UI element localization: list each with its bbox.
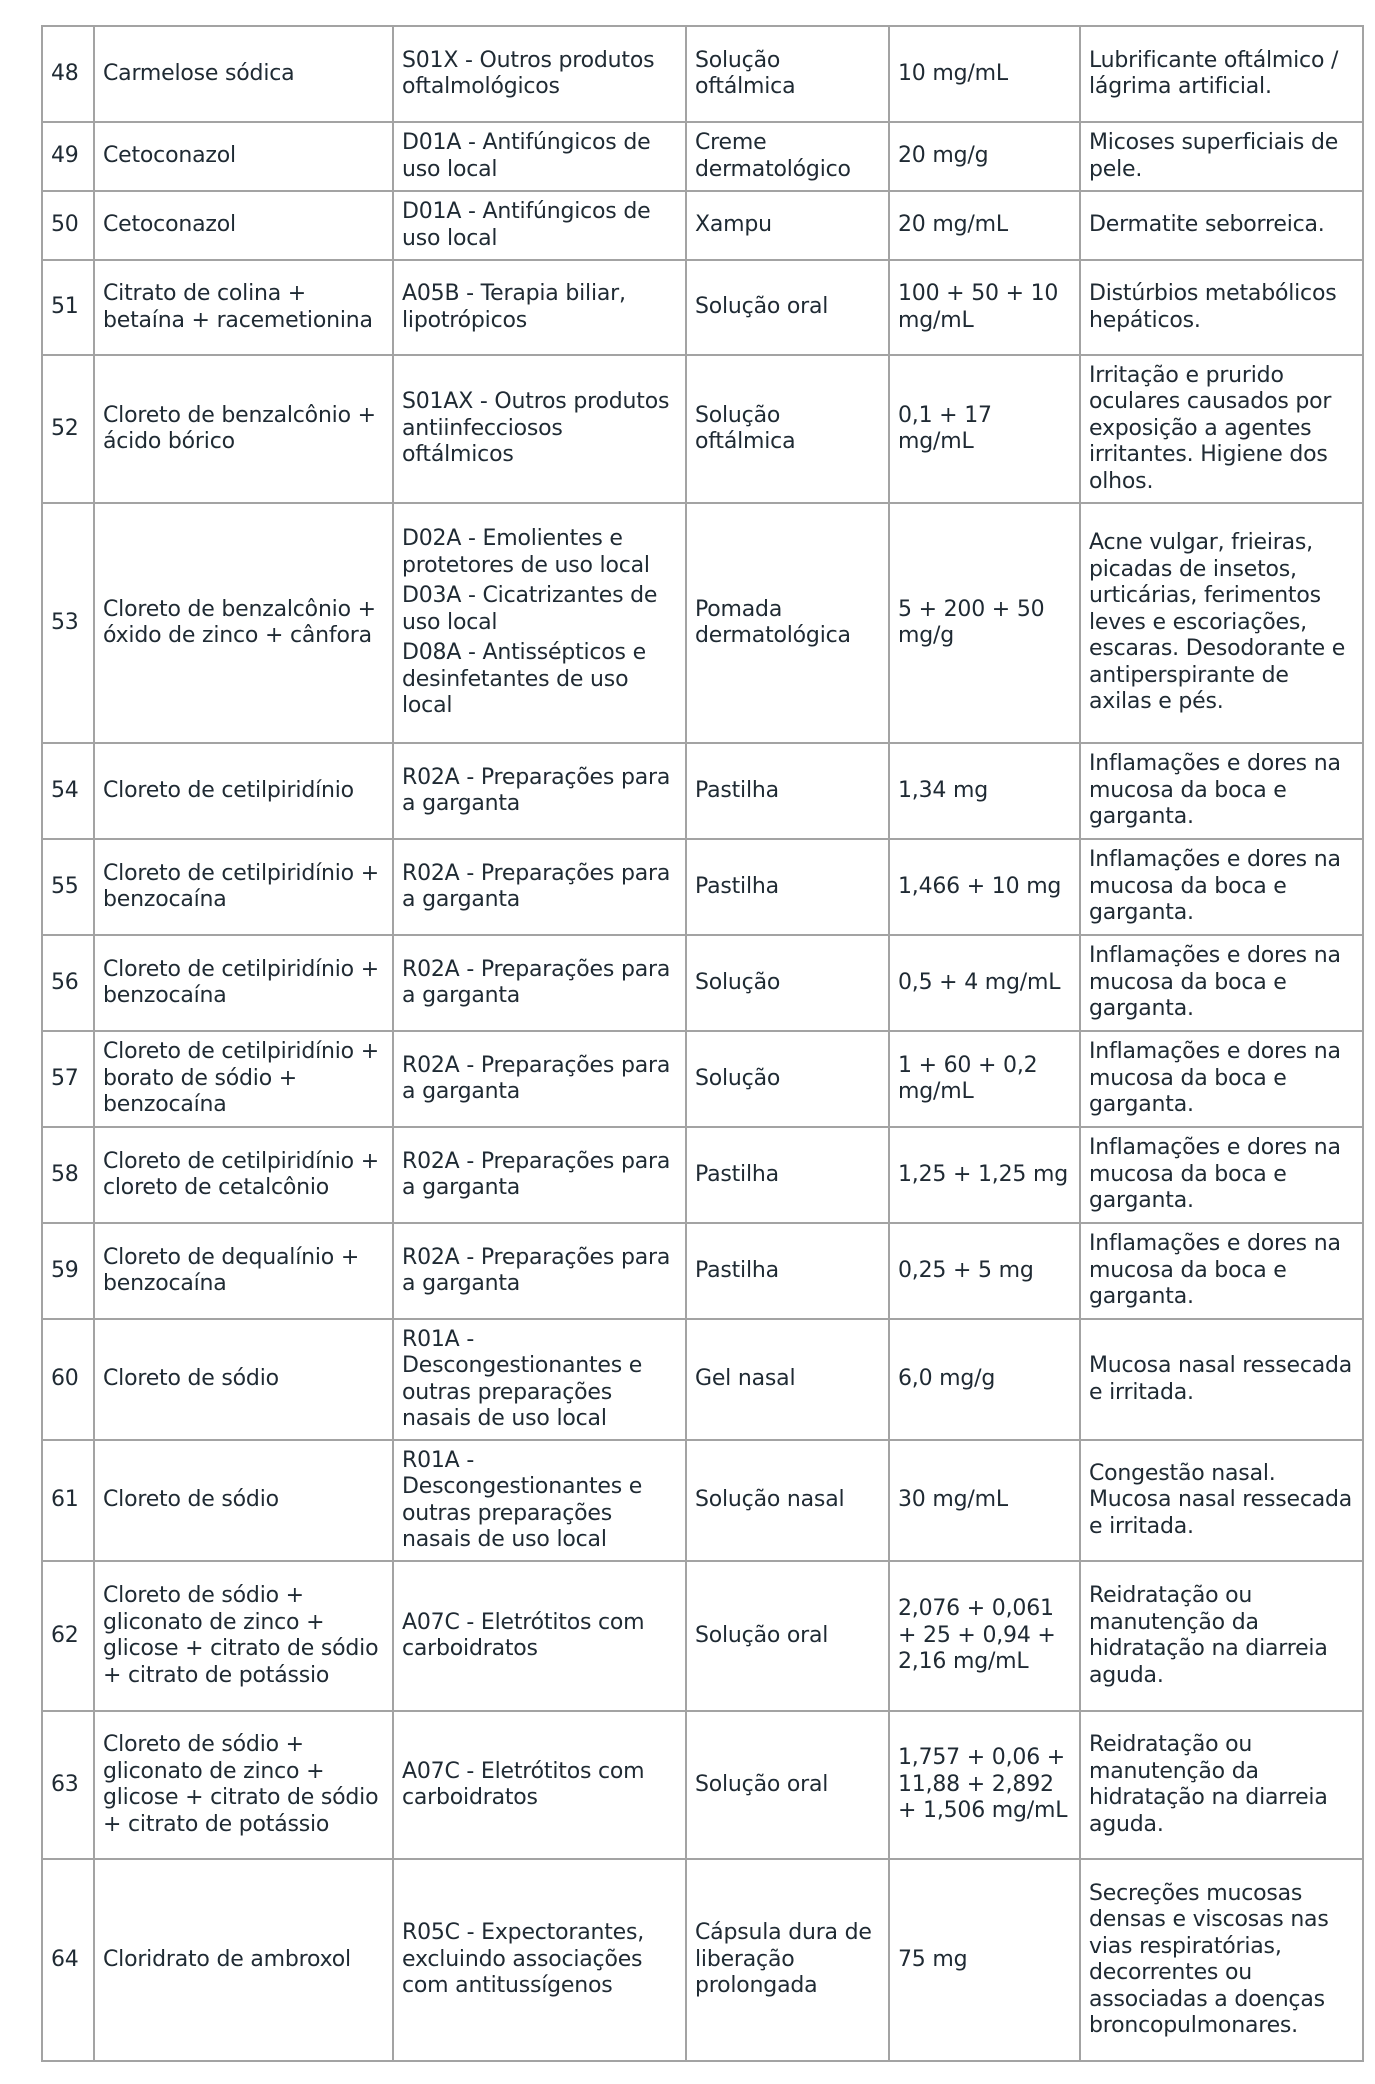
atc-code-entry: D02A - Emolientes e protetores de uso local: [402, 526, 650, 578]
table-row: [42, 355, 1363, 503]
atc-cell: [393, 503, 686, 743]
table-row: [42, 1223, 1363, 1319]
row-number: 61: [42, 1440, 94, 1561]
concentration-cell: 10 mg/mL: [889, 26, 1080, 122]
concentration-cell: 1,34 mg: [889, 743, 1080, 839]
atc-code-entry: R02A - Preparações para a garganta: [402, 1244, 671, 1296]
row-number: 57: [42, 1031, 94, 1127]
pharmaceutical-form-cell: Pastilha: [686, 839, 889, 935]
row-number: 60: [42, 1319, 94, 1440]
table-row: [42, 1031, 1363, 1127]
concentration-cell: 2,076 + 0,061 + 25 + 0,94 + 2,16 mg/mL: [889, 1561, 1080, 1711]
atc-cell: [393, 1319, 686, 1440]
pharmaceutical-form-cell: Solução oftálmica: [686, 26, 889, 122]
indication-cell: Distúrbios metabólicos hepáticos.: [1080, 260, 1363, 355]
concentration-cell: 5 + 200 + 50 mg/g: [889, 503, 1080, 743]
atc-code-entry: R02A - Preparações para a garganta: [402, 860, 671, 912]
atc-code-entry: R01A - Descongestionantes e outras preparações nasais de uso local: [402, 1326, 643, 1431]
atc-cell: [393, 191, 686, 260]
concentration-cell: 6,0 mg/g: [889, 1319, 1080, 1440]
row-number: 51: [42, 260, 94, 355]
indication-cell: Congestão nasal. Mucosa nasal ressecada e irritada.: [1080, 1440, 1363, 1561]
substance-cell: Cloreto de cetilpiridínio + borato de sódio + benzocaína: [94, 1031, 393, 1127]
pharmaceutical-form-cell: Solução oral: [686, 1711, 889, 1859]
atc-code-entry: S01X - Outros produtos oftalmológicos: [402, 47, 655, 99]
substance-cell: Cloreto de sódio: [94, 1440, 393, 1561]
row-number: 55: [42, 839, 94, 935]
concentration-cell: 0,25 + 5 mg: [889, 1223, 1080, 1319]
table-row: [42, 1711, 1363, 1859]
table-body: [42, 26, 1363, 2061]
row-number: 59: [42, 1223, 94, 1319]
pharmaceutical-form-cell: Solução: [686, 935, 889, 1031]
atc-cell: [393, 260, 686, 355]
table-row: [42, 191, 1363, 260]
atc-cell: [393, 839, 686, 935]
pharmaceutical-form-cell: Solução oral: [686, 1561, 889, 1711]
indication-cell: Inflamações e dores na mucosa da boca e garganta.: [1080, 1223, 1363, 1319]
table-row: [42, 260, 1363, 355]
indication-cell: Inflamações e dores na mucosa da boca e garganta.: [1080, 743, 1363, 839]
medication-table: [41, 25, 1364, 2062]
pharmaceutical-form-cell: Solução oral: [686, 260, 889, 355]
table-row: [42, 26, 1363, 122]
atc-cell: [393, 1223, 686, 1319]
indication-cell: Micoses superficiais de pele.: [1080, 122, 1363, 191]
pharmaceutical-form-cell: Solução: [686, 1031, 889, 1127]
substance-cell: Cloreto de benzalcônio + ácido bórico: [94, 355, 393, 503]
table-row: [42, 1561, 1363, 1711]
indication-cell: Reidratação ou manutenção da hidratação na diarreia aguda.: [1080, 1561, 1363, 1711]
indication-cell: Reidratação ou manutenção da hidratação na diarreia aguda.: [1080, 1711, 1363, 1859]
substance-cell: Carmelose sódica: [94, 26, 393, 122]
atc-cell: [393, 1561, 686, 1711]
concentration-cell: 1,25 + 1,25 mg: [889, 1127, 1080, 1223]
atc-code-entry: R02A - Preparações para a garganta: [402, 764, 671, 816]
substance-cell: Cloreto de sódio + gliconato de zinco + glicose + citrato de sódio + citrato de potássio: [94, 1711, 393, 1859]
table-row: [42, 1319, 1363, 1440]
atc-cell: [393, 743, 686, 839]
row-number: 56: [42, 935, 94, 1031]
atc-cell: [393, 935, 686, 1031]
atc-code-entry: R02A - Preparações para a garganta: [402, 956, 671, 1008]
row-number: 53: [42, 503, 94, 743]
substance-cell: Cloreto de cetilpiridínio: [94, 743, 393, 839]
atc-cell: [393, 26, 686, 122]
indication-cell: Irritação e prurido oculares causados por exposição a agentes irritantes. Higiene dos olhos.: [1080, 355, 1363, 503]
pharmaceutical-form-cell: Gel nasal: [686, 1319, 889, 1440]
pharmaceutical-form-cell: Pastilha: [686, 1127, 889, 1223]
table-row: [42, 743, 1363, 839]
substance-cell: Citrato de colina + betaína + racemetionina: [94, 260, 393, 355]
row-number: 64: [42, 1859, 94, 2061]
atc-code-entry: D01A - Antifúngicos de uso local: [402, 130, 651, 182]
concentration-cell: 1 + 60 + 0,2 mg/mL: [889, 1031, 1080, 1127]
substance-cell: Cloreto de benzalcônio + óxido de zinco + cânfora: [94, 503, 393, 743]
pharmaceutical-form-cell: Pastilha: [686, 1223, 889, 1319]
atc-code-entry: S01AX - Outros produtos antiinfecciosos oftálmicos: [402, 389, 670, 468]
atc-cell: [393, 1031, 686, 1127]
atc-code-entry: A05B - Terapia biliar, lipotrópicos: [402, 281, 626, 333]
pharmaceutical-form-cell: Pomada dermatológica: [686, 503, 889, 743]
substance-cell: Cloreto de cetilpiridínio + benzocaína: [94, 935, 393, 1031]
table-row: [42, 1859, 1363, 2061]
row-number: 54: [42, 743, 94, 839]
pharmaceutical-form-cell: Solução nasal: [686, 1440, 889, 1561]
indication-cell: Inflamações e dores na mucosa da boca e garganta.: [1080, 935, 1363, 1031]
indication-cell: Lubrificante oftálmico / lágrima artificial.: [1080, 26, 1363, 122]
indication-cell: Inflamações e dores na mucosa da boca e garganta.: [1080, 1031, 1363, 1127]
concentration-cell: 0,5 + 4 mg/mL: [889, 935, 1080, 1031]
substance-cell: Cloreto de sódio + gliconato de zinco + glicose + citrato de sódio + citrato de potássio: [94, 1561, 393, 1711]
table-row: [42, 1440, 1363, 1561]
pharmaceutical-form-cell: Solução oftálmica: [686, 355, 889, 503]
pharmaceutical-form-cell: Pastilha: [686, 743, 889, 839]
atc-code-entry: A07C - Eletrótitos com carboidratos: [402, 1758, 645, 1810]
pharmaceutical-form-cell: Xampu: [686, 191, 889, 260]
concentration-cell: 0,1 + 17 mg/mL: [889, 355, 1080, 503]
atc-cell: [393, 1859, 686, 2061]
row-number: 62: [42, 1561, 94, 1711]
indication-cell: Inflamações e dores na mucosa da boca e garganta.: [1080, 1127, 1363, 1223]
row-number: 52: [42, 355, 94, 503]
pharmaceutical-form-cell: Cápsula dura de liberação prolongada: [686, 1859, 889, 2061]
concentration-cell: 1,757 + 0,06 + 11,88 + 2,892 + 1,506 mg/mL: [889, 1711, 1080, 1859]
concentration-cell: 30 mg/mL: [889, 1440, 1080, 1561]
concentration-cell: 1,466 + 10 mg: [889, 839, 1080, 935]
concentration-cell: 20 mg/mL: [889, 191, 1080, 260]
atc-code-entry: D03A - Cicatrizantes de uso local: [402, 583, 658, 635]
atc-code-entry: D01A - Antifúngicos de uso local: [402, 199, 651, 251]
substance-cell: Cetoconazol: [94, 122, 393, 191]
table-row: [42, 503, 1363, 743]
concentration-cell: 20 mg/g: [889, 122, 1080, 191]
atc-code-entry: A07C - Eletrótitos com carboidratos: [402, 1609, 645, 1661]
table-row: [42, 1127, 1363, 1223]
substance-cell: Cloreto de cetilpiridínio + cloreto de cetalcônio: [94, 1127, 393, 1223]
indication-cell: Secreções mucosas densas e viscosas nas vias respiratórias, decorrentes ou associadas a doenças broncopulmonares.: [1080, 1859, 1363, 2061]
concentration-cell: 100 + 50 + 10 mg/mL: [889, 260, 1080, 355]
substance-cell: Cloreto de dequalínio + benzocaína: [94, 1223, 393, 1319]
substance-cell: Cloreto de cetilpiridínio + benzocaína: [94, 839, 393, 935]
indication-cell: Inflamações e dores na mucosa da boca e garganta.: [1080, 839, 1363, 935]
atc-code-entry: R02A - Preparações para a garganta: [402, 1052, 671, 1104]
row-number: 49: [42, 122, 94, 191]
atc-cell: [393, 122, 686, 191]
substance-cell: Cloridrato de ambroxol: [94, 1859, 393, 2061]
atc-cell: [393, 1711, 686, 1859]
atc-cell: [393, 355, 686, 503]
indication-cell: Mucosa nasal ressecada e irritada.: [1080, 1319, 1363, 1440]
concentration-cell: 75 mg: [889, 1859, 1080, 2061]
atc-code-entry: R01A - Descongestionantes e outras preparações nasais de uso local: [402, 1447, 643, 1552]
row-number: 50: [42, 191, 94, 260]
indication-cell: Dermatite seborreica.: [1080, 191, 1363, 260]
table-row: [42, 839, 1363, 935]
table-row: [42, 122, 1363, 191]
row-number: 63: [42, 1711, 94, 1859]
row-number: 58: [42, 1127, 94, 1223]
atc-cell: [393, 1440, 686, 1561]
pharmaceutical-form-cell: Creme dermatológico: [686, 122, 889, 191]
indication-cell: Acne vulgar, frieiras, picadas de insetos, urticárias, ferimentos leves e escoriações, escaras. Desodorante e antiperspirante de axilas e pés.: [1080, 503, 1363, 743]
substance-cell: Cloreto de sódio: [94, 1319, 393, 1440]
atc-code-entry: R05C - Expectorantes, excluindo associações com antitussígenos: [402, 1920, 645, 1999]
substance-cell: Cetoconazol: [94, 191, 393, 260]
atc-code-entry: D08A - Antissépticos e desinfetantes de uso local: [402, 640, 646, 719]
atc-cell: [393, 1127, 686, 1223]
row-number: 48: [42, 26, 94, 122]
atc-code-entry: R02A - Preparações para a garganta: [402, 1148, 671, 1200]
table-row: [42, 935, 1363, 1031]
